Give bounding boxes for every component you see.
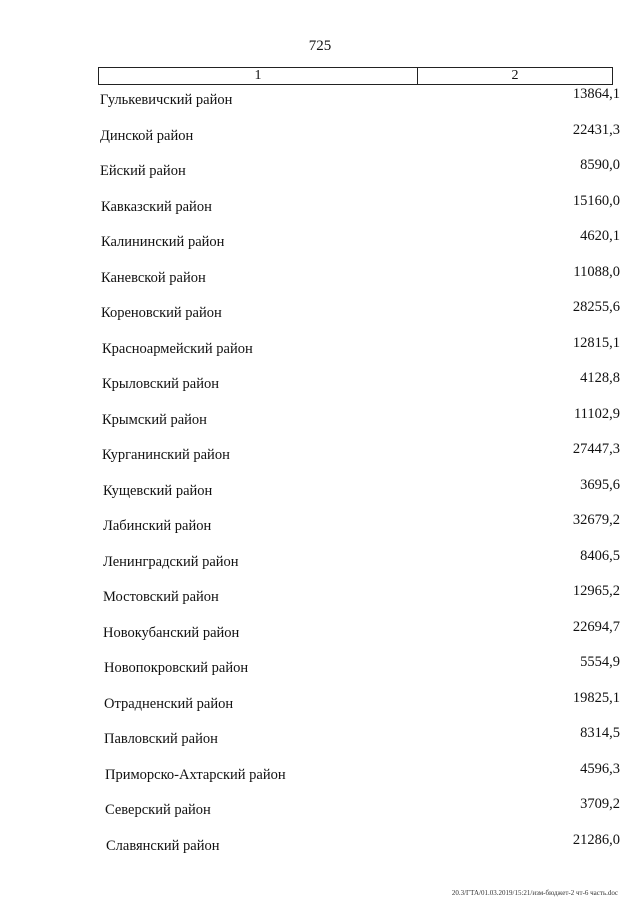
table-row	[100, 548, 620, 584]
district-table	[100, 86, 620, 867]
footer-file-path: 20.3/ГТА/01.03.2019/15:21/изм-бюджет-2 чт-6 часть.doc	[451, 889, 618, 897]
district-name: Красноармейский район	[102, 340, 253, 357]
district-value: 8590,0	[580, 157, 620, 173]
district-value: 3695,6	[580, 476, 620, 493]
district-value: 22694,7	[572, 618, 620, 635]
table-row	[100, 796, 620, 832]
table-row	[100, 583, 620, 619]
district-name: Кущевский район	[103, 482, 213, 499]
table-row	[100, 477, 620, 513]
table-header	[98, 67, 613, 85]
district-value: 19825,1	[572, 689, 620, 706]
district-name: Калининский район	[101, 234, 225, 250]
district-name: Приморско-Ахтарский район	[105, 766, 286, 783]
district-value: 4620,1	[580, 228, 620, 244]
header-column-1: 1	[99, 68, 418, 84]
table-row	[100, 335, 620, 371]
table-row	[100, 441, 620, 477]
district-value: 4596,3	[580, 760, 620, 777]
table-row	[100, 619, 620, 655]
district-value: 21286,0	[572, 831, 620, 848]
district-name: Новопокровский район	[104, 660, 249, 676]
table-row	[100, 690, 620, 726]
district-name: Каневской район	[101, 269, 206, 286]
district-value: 22431,3	[572, 121, 620, 138]
table-row	[100, 122, 620, 158]
district-name: Павловский район	[104, 731, 218, 747]
district-value: 12815,1	[572, 334, 620, 351]
page-number: 725	[308, 38, 332, 54]
table-row	[100, 406, 620, 442]
table-row	[100, 654, 620, 690]
district-name: Гулькевичский район	[100, 92, 233, 108]
district-value: 5554,9	[580, 654, 620, 670]
table-row	[100, 157, 620, 193]
table-row	[100, 832, 620, 868]
district-value: 8406,5	[580, 547, 620, 564]
district-name: Северский район	[105, 802, 211, 818]
district-name: Крымский район	[102, 411, 207, 428]
district-value: 11088,0	[573, 263, 620, 280]
district-name: Кавказский район	[101, 198, 212, 215]
district-name: Кореновский район	[101, 305, 222, 321]
district-name: Лабинский район	[103, 518, 212, 534]
district-value: 15160,0	[572, 192, 620, 209]
table-row	[100, 761, 620, 797]
district-value: 27447,3	[572, 441, 620, 457]
table-row	[100, 299, 620, 335]
table-row	[100, 370, 620, 406]
district-name: Ейский район	[100, 163, 186, 179]
district-name: Новокубанский район	[103, 624, 240, 641]
district-name: Крыловский район	[102, 376, 219, 392]
district-name: Курганинский район	[102, 447, 230, 463]
district-name: Славянский район	[106, 837, 220, 854]
district-name: Ленинградский район	[103, 553, 239, 570]
table-row	[100, 228, 620, 264]
table-row	[100, 512, 620, 548]
district-value: 28255,6	[572, 299, 620, 315]
table-row	[100, 193, 620, 229]
table-row	[100, 264, 620, 300]
district-name: Мостовский район	[103, 589, 219, 605]
district-value: 3709,2	[580, 796, 620, 812]
table-row	[100, 725, 620, 761]
district-value: 12965,2	[572, 583, 620, 599]
district-value: 11102,9	[573, 405, 620, 422]
district-value: 32679,2	[572, 512, 620, 528]
district-name: Отрадненский район	[104, 695, 234, 712]
district-name: Динской район	[100, 127, 194, 144]
district-value: 8314,5	[580, 725, 620, 741]
table-row	[100, 86, 620, 122]
header-column-2: 2	[511, 68, 519, 83]
district-value: 13864,1	[572, 86, 620, 102]
district-value: 4128,8	[580, 370, 620, 386]
